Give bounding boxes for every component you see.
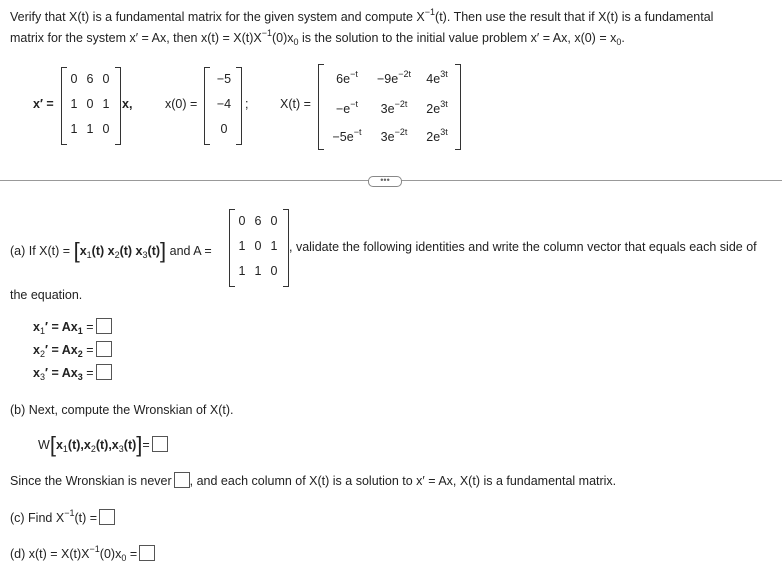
matrix-cell: 0 bbox=[70, 72, 78, 86]
matrix-cell: 0 bbox=[270, 214, 278, 228]
entry-exp: −t bbox=[353, 127, 362, 137]
matrix-entry bbox=[371, 99, 417, 116]
intro-line-1 bbox=[10, 7, 714, 24]
right-bracket: ] bbox=[136, 432, 143, 457]
since-text-1: Since the Wronskian is never bbox=[10, 474, 172, 488]
eq-mid: ′ = Ax bbox=[44, 343, 78, 357]
entry-exp: 3t bbox=[440, 99, 448, 109]
col-end: (t) bbox=[147, 244, 161, 258]
inverse-superscript: −1 bbox=[424, 7, 436, 17]
matrix-cell: 1 bbox=[254, 264, 262, 278]
matrix-A bbox=[61, 67, 121, 145]
matrix-entry bbox=[419, 127, 455, 144]
matrix-cell: 0 bbox=[254, 239, 262, 253]
entry-base: 2e bbox=[426, 130, 441, 144]
wronskian-W: W bbox=[38, 438, 50, 452]
matrix-cell: 0 bbox=[270, 264, 278, 278]
answer-input-x3[interactable] bbox=[96, 364, 112, 380]
since-text-2: , and each column of X(t) is a solution to x′ = Ax, X(t) is a fundamental matrix. bbox=[189, 474, 617, 488]
matrix-entry bbox=[371, 127, 417, 144]
answer-input-x2[interactable] bbox=[96, 341, 112, 357]
part-c-tail: (t) = bbox=[74, 511, 98, 525]
vector-cell: 0 bbox=[220, 122, 228, 136]
identity-1 bbox=[33, 318, 112, 334]
matrix-cell: 1 bbox=[238, 264, 246, 278]
matrix-cell: 0 bbox=[238, 214, 246, 228]
part-c-text: (c) Find X bbox=[10, 511, 65, 525]
inverse-input[interactable] bbox=[99, 509, 115, 525]
never-input[interactable] bbox=[174, 472, 190, 488]
entry-base: 6e bbox=[336, 72, 351, 86]
entry-exp: −2t bbox=[394, 99, 408, 109]
part-a-suffix: , validate the following identities and write the column vector that equals each side of bbox=[289, 240, 757, 254]
col-x: x bbox=[79, 244, 87, 258]
intro-text-1: Verify that X(t) is a fundamental matrix for the given system and compute X bbox=[10, 10, 425, 24]
eq-sign: = bbox=[142, 438, 150, 452]
right-bracket: ] bbox=[160, 238, 167, 263]
eq-sub: 3 bbox=[77, 372, 83, 382]
eq-sub: 1 bbox=[77, 326, 83, 336]
matrix-entry bbox=[327, 69, 367, 86]
eq-sign: = bbox=[82, 320, 94, 334]
w-sub: 3 bbox=[118, 444, 124, 454]
entry-base: −9e bbox=[377, 72, 399, 86]
w-x: x bbox=[55, 438, 63, 452]
matrix-cell: 0 bbox=[102, 122, 110, 136]
left-bracket: [ bbox=[73, 238, 80, 263]
entry-exp: −2t bbox=[394, 127, 408, 137]
answer-input-x1[interactable] bbox=[96, 318, 112, 334]
inverse-superscript: −1 bbox=[261, 28, 272, 38]
solution-input[interactable] bbox=[139, 545, 155, 561]
and-A-text: and A = bbox=[169, 244, 212, 258]
eq-lhs: x bbox=[33, 366, 40, 380]
eq-mid: ′ = Ax bbox=[44, 366, 78, 380]
col-x: (t) x bbox=[91, 244, 115, 258]
w-sub: 1 bbox=[62, 444, 68, 454]
inverse-superscript: −1 bbox=[64, 508, 75, 518]
identity-3 bbox=[33, 364, 112, 380]
eq-mid: ′ = Ax bbox=[44, 320, 78, 334]
inverse-superscript: −1 bbox=[89, 544, 100, 554]
matrix-cell: 0 bbox=[102, 72, 110, 86]
x0-label: x(0) = bbox=[165, 97, 198, 111]
identity-2 bbox=[33, 341, 112, 357]
col-sub: 3 bbox=[142, 250, 148, 260]
part-d-tail: (0)x bbox=[99, 547, 122, 561]
matrix-X bbox=[318, 64, 461, 150]
eq-sub: 2 bbox=[77, 349, 83, 359]
matrix-cell: 6 bbox=[254, 214, 262, 228]
col-x: (t) x bbox=[119, 244, 143, 258]
matrix-x0 bbox=[204, 67, 242, 145]
matrix-cell: 6 bbox=[86, 72, 94, 86]
part-a-prefix bbox=[10, 238, 212, 264]
intro-text-2b: (0)x bbox=[272, 31, 294, 45]
eq-lhs: x bbox=[33, 343, 40, 357]
matrix-cell: 1 bbox=[86, 122, 94, 136]
subscript-zero: 0 bbox=[293, 37, 299, 47]
entry-base: 4e bbox=[426, 72, 441, 86]
system-rhs: x, bbox=[122, 97, 133, 111]
part-d-text: (d) x(t) = X(t)X bbox=[10, 547, 90, 561]
expand-ellipsis-button[interactable]: ••• bbox=[368, 176, 402, 187]
vector-cell: −4 bbox=[216, 97, 232, 111]
entry-base: 3e bbox=[380, 130, 395, 144]
matrix-cell: 0 bbox=[86, 97, 94, 111]
w-sub: 2 bbox=[90, 444, 96, 454]
eq-sub: 3 bbox=[39, 372, 45, 382]
wronskian-line bbox=[38, 432, 168, 458]
period: . bbox=[621, 31, 625, 45]
entry-exp: −t bbox=[350, 99, 359, 109]
intro-text-1b: (t). Then use the result that if X(t) is a fundamental bbox=[435, 10, 714, 24]
eq-sub: 2 bbox=[39, 349, 45, 359]
eq-sign: = bbox=[82, 343, 94, 357]
eq-sub: 1 bbox=[39, 326, 45, 336]
col-sub: 2 bbox=[114, 250, 120, 260]
col-sub: 1 bbox=[86, 250, 92, 260]
wronskian-input[interactable] bbox=[152, 436, 168, 452]
entry-exp: 3t bbox=[440, 69, 448, 79]
w-mid: (t),x bbox=[67, 438, 91, 452]
matrix-entry bbox=[419, 99, 455, 116]
system-lhs: x′ = bbox=[33, 97, 54, 111]
X-label: X(t) = bbox=[280, 97, 311, 111]
entry-exp: −2t bbox=[398, 69, 411, 79]
matrix-entry bbox=[327, 127, 367, 144]
subscript-zero: 0 bbox=[121, 553, 127, 563]
intro-line-2 bbox=[10, 28, 625, 47]
entry-exp: 3t bbox=[440, 127, 448, 137]
part-c bbox=[10, 509, 115, 525]
matrix-cell: 1 bbox=[270, 239, 278, 253]
left-bracket: [ bbox=[49, 432, 56, 457]
intro-text-2c: is the solution to the initial value problem x′ = Ax, x(0) = x bbox=[302, 31, 617, 45]
entry-exp: −t bbox=[350, 69, 358, 79]
w-mid: (t),x bbox=[95, 438, 119, 452]
matrix-entry bbox=[371, 69, 417, 86]
matrix-cell: 1 bbox=[70, 97, 78, 111]
eq-sign: = bbox=[82, 366, 94, 380]
part-a-line-2: the equation. bbox=[10, 288, 83, 302]
matrix-cell: 1 bbox=[238, 239, 246, 253]
entry-base: −e bbox=[335, 102, 351, 116]
w-end: (t) bbox=[123, 438, 137, 452]
vector-cell: −5 bbox=[216, 72, 232, 86]
eq-lhs: x bbox=[33, 320, 40, 334]
matrix-entry bbox=[327, 99, 367, 116]
part-b-text: (b) Next, compute the Wronskian of X(t). bbox=[10, 403, 234, 417]
eq-sign: = bbox=[129, 547, 138, 561]
matrix-cell: 1 bbox=[102, 97, 110, 111]
since-line bbox=[10, 472, 616, 488]
intro-text-2a: matrix for the system x′ = Ax, then x(t) = X(t)X bbox=[10, 31, 262, 45]
part-d bbox=[10, 545, 155, 561]
matrix-A-part-a bbox=[229, 209, 289, 287]
part-a-prefix-text: (a) If X(t) = bbox=[10, 244, 71, 258]
entry-base: 2e bbox=[426, 102, 441, 116]
matrix-cell: 1 bbox=[70, 122, 78, 136]
entry-base: 3e bbox=[380, 102, 395, 116]
entry-base: −5e bbox=[332, 130, 354, 144]
matrix-entry bbox=[419, 69, 455, 86]
separator: ; bbox=[245, 97, 249, 111]
subscript-zero: 0 bbox=[616, 37, 622, 47]
